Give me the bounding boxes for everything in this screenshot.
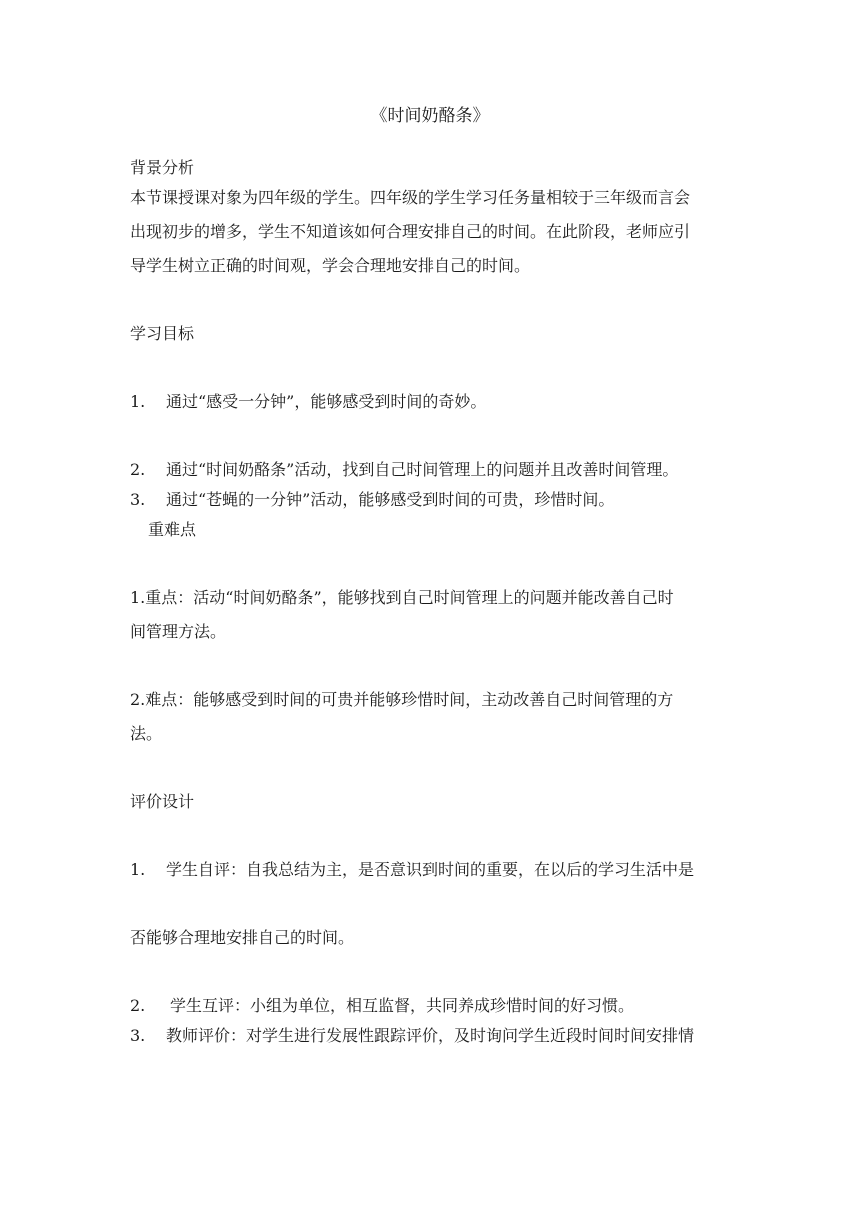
evaluation-item-3 (130, 1026, 740, 1046)
key-point-1-line-1: 1.重点：活动“时间奶酪条”，能够找到自己时间管理上的问题并能改善自己时 (130, 588, 674, 607)
evaluation-number: 2. (130, 996, 146, 1015)
evaluation-item-1-line-1 (130, 860, 740, 880)
evaluation-text: 学生自评：自我总结为主，是否意识到时间的重要，在以后的学习生活中是 (166, 860, 695, 879)
background-heading: 背景分析 (130, 158, 195, 177)
evaluation-item-2 (130, 996, 740, 1016)
key-point-2-line-2: 法。 (130, 724, 163, 743)
objective-item-1 (130, 392, 740, 412)
objectives-heading: 学习目标 (130, 324, 195, 343)
key-point-1-line-2: 间管理方法。 (130, 622, 227, 641)
background-line-1: 本节课授课对象为四年级的学生。四年级的学生学习任务量相较于三年级而言会 (130, 188, 691, 207)
evaluation-text: 学生互评：小组为单位，相互监督，共同养成珍惜时间的好习惯。 (170, 996, 635, 1015)
key-points-heading: 重难点 (148, 520, 197, 539)
background-line-3: 导学生树立正确的时间观，学会合理地安排自己的时间。 (130, 256, 531, 275)
objective-item-2 (130, 460, 740, 480)
background-line-2: 出现初步的增多，学生不知道该如何合理安排自己的时间。在此阶段，老师应引 (130, 222, 691, 241)
evaluation-number: 3. (130, 1026, 146, 1045)
key-point-2-line-1: 2.难点：能够感受到时间的可贵并能够珍惜时间，主动改善自己时间管理的方 (130, 690, 674, 709)
evaluation-heading: 评价设计 (130, 792, 195, 811)
objective-text: 通过“苍蝇的一分钟”活动，能够感受到时间的可贵，珍惜时间。 (166, 490, 615, 509)
evaluation-text: 教师评价：对学生进行发展性跟踪评价，及时询问学生近段时间时间安排情 (166, 1026, 695, 1045)
document-title: 《时间奶酪条》 (370, 106, 490, 126)
objective-number: 2. (130, 460, 146, 479)
objective-text: 通过“时间奶酪条”活动，找到自己时间管理上的问题并且改善时间管理。 (166, 460, 679, 479)
objective-item-3 (130, 490, 740, 510)
evaluation-number: 1. (130, 860, 146, 879)
objective-number: 3. (130, 490, 146, 509)
objective-number: 1. (130, 392, 146, 411)
evaluation-item-1-line-2: 否能够合理地安排自己的时间。 (130, 928, 355, 947)
objective-text: 通过“感受一分钟”，能够感受到时间的奇妙。 (166, 392, 487, 411)
